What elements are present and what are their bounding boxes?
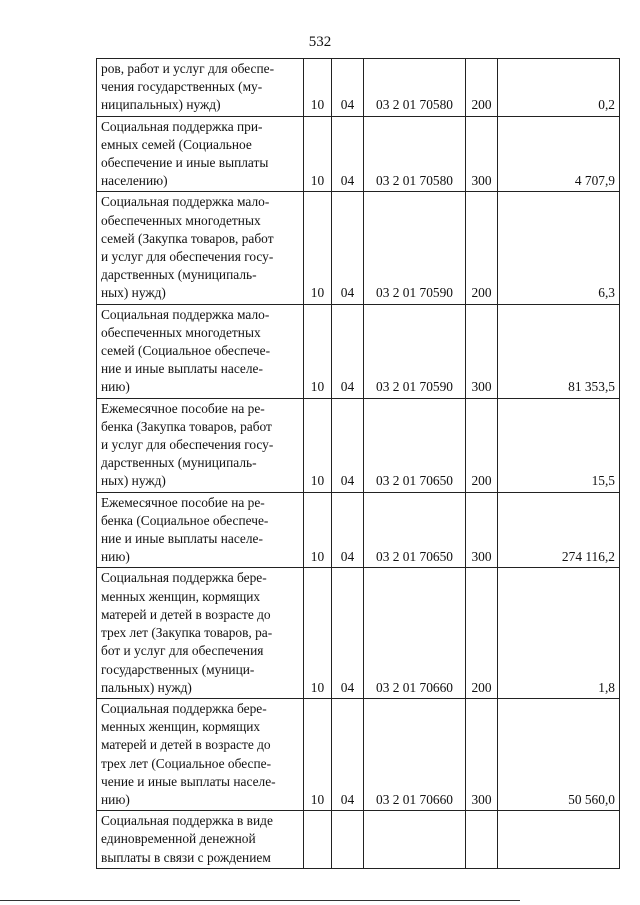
target-code-cell: 03 2 01 70660 [364, 568, 466, 698]
expense-name-line: нию) [101, 549, 130, 565]
expense-name-line: семей (Социальное обеспече- [101, 343, 271, 359]
expense-kind-cell: 200 [466, 192, 498, 304]
bottom-rule [0, 900, 520, 901]
expense-name-line: семей (Закупка товаров, работ [101, 230, 274, 246]
target-code-cell: 03 2 01 70580 [364, 59, 466, 117]
expense-name-cell [97, 192, 304, 304]
expense-name-line: менных женщин, кормящих [101, 719, 261, 735]
target-code-cell: 03 2 01 70660 [364, 698, 466, 810]
target-code-cell: 03 2 01 70650 [364, 492, 466, 568]
amount-cell: 0,2 [498, 59, 620, 117]
section-cell: 10 [304, 304, 332, 398]
expense-name-line: Социальная поддержка в виде [101, 813, 273, 829]
table-body [97, 59, 620, 869]
expense-name-line: ных) нужд) [101, 285, 166, 301]
table-row [97, 116, 620, 192]
expense-name-line: Ежемесячное пособие на ре- [101, 494, 265, 510]
subsection-cell: 04 [332, 192, 364, 304]
subsection-cell: 04 [332, 398, 364, 492]
expense-kind-cell [466, 811, 498, 869]
expense-name-line: емных семей (Социальное [101, 136, 252, 152]
expense-name-line: ных) нужд) [101, 473, 166, 489]
amount-cell: 1,8 [498, 568, 620, 698]
subsection-cell: 04 [332, 59, 364, 117]
expense-name-line: обеспечение и иные выплаты [101, 155, 269, 171]
expense-name-cell [97, 811, 304, 869]
expense-kind-cell: 200 [466, 568, 498, 698]
expense-kind-cell: 200 [466, 398, 498, 492]
subsection-cell: 04 [332, 304, 364, 398]
expense-name-line: Ежемесячное пособие на ре- [101, 400, 265, 416]
amount-cell [498, 811, 620, 869]
target-code-cell: 03 2 01 70590 [364, 192, 466, 304]
subsection-cell [332, 811, 364, 869]
expense-name-line: и услуг для обеспечения госу- [101, 249, 274, 265]
section-cell: 10 [304, 192, 332, 304]
expense-kind-cell: 200 [466, 59, 498, 117]
section-cell: 10 [304, 698, 332, 810]
table-row [97, 304, 620, 398]
target-code-cell: 03 2 01 70580 [364, 116, 466, 192]
expense-name-line: бенка (Закупка товаров, работ [101, 418, 272, 434]
target-code-cell [364, 811, 466, 869]
expense-name-line: ние и иные выплаты населе- [101, 361, 263, 377]
expense-name-line: матерей и детей в возрасте до [101, 606, 271, 622]
expense-name-line: матерей и детей в возрасте до [101, 737, 271, 753]
section-cell: 10 [304, 492, 332, 568]
expense-name-cell [97, 698, 304, 810]
expense-name-line: ниципальных) нужд) [101, 97, 221, 113]
table-row [97, 398, 620, 492]
expense-name-line: единовременной денежной [101, 831, 256, 847]
expense-name-line: обеспеченных многодетных [101, 212, 261, 228]
expense-name-cell [97, 59, 304, 117]
expense-name-line: ние и иные выплаты населе- [101, 531, 263, 547]
amount-cell: 274 116,2 [498, 492, 620, 568]
subsection-cell: 04 [332, 568, 364, 698]
expense-name-line: бенка (Социальное обеспече- [101, 512, 269, 528]
subsection-cell: 04 [332, 116, 364, 192]
expense-kind-cell: 300 [466, 698, 498, 810]
page-number: 532 [308, 34, 332, 50]
expense-name-line: Социальная поддержка бере- [101, 700, 267, 716]
expense-name-line: ров, работ и услуг для обеспе- [101, 61, 275, 76]
expense-name-line: Социальная поддержка при- [101, 118, 263, 134]
expense-name-line: выплаты в связи с рождением [101, 849, 271, 865]
expense-name-line: чения государственных (му- [101, 79, 263, 95]
expense-name-line: обеспеченных многодетных [101, 324, 261, 340]
target-code-cell: 03 2 01 70590 [364, 304, 466, 398]
table-row [97, 568, 620, 698]
expense-name-line: чение и иные выплаты населе- [101, 773, 276, 789]
expense-name-line: нию) [101, 379, 130, 395]
expense-name-line: Социальная поддержка мало- [101, 194, 270, 210]
amount-cell: 15,5 [498, 398, 620, 492]
expense-name-line: менных женщин, кормящих [101, 588, 261, 604]
expense-name-line: трех лет (Социальное обеспе- [101, 755, 272, 771]
expense-name-cell [97, 398, 304, 492]
table-row [97, 192, 620, 304]
amount-cell: 81 353,5 [498, 304, 620, 398]
target-code-cell: 03 2 01 70650 [364, 398, 466, 492]
expense-name-line: Социальная поддержка бере- [101, 570, 267, 586]
expense-name-line: трех лет (Закупка товаров, ра- [101, 625, 273, 641]
table-row [97, 492, 620, 568]
expense-name-line: бот и услуг для обеспечения [101, 643, 264, 659]
table-row [97, 698, 620, 810]
section-cell: 10 [304, 568, 332, 698]
amount-cell: 6,3 [498, 192, 620, 304]
table-row [97, 811, 620, 869]
section-cell [304, 811, 332, 869]
expense-name-line: дарственных (муниципаль- [101, 455, 257, 471]
expense-name-cell [97, 492, 304, 568]
expense-name-cell [97, 568, 304, 698]
expense-kind-cell: 300 [466, 116, 498, 192]
expense-name-cell [97, 116, 304, 192]
amount-cell: 50 560,0 [498, 698, 620, 810]
subsection-cell: 04 [332, 698, 364, 810]
subsection-cell: 04 [332, 492, 364, 568]
expense-name-cell [97, 304, 304, 398]
expense-kind-cell: 300 [466, 492, 498, 568]
expense-name-line: и услуг для обеспечения госу- [101, 437, 274, 453]
section-cell: 10 [304, 59, 332, 117]
table-row [97, 59, 620, 117]
section-cell: 10 [304, 116, 332, 192]
expense-name-line: пальных) нужд) [101, 679, 192, 695]
amount-cell: 4 707,9 [498, 116, 620, 192]
expense-name-line: нию) [101, 791, 130, 807]
budget-table [96, 58, 620, 869]
expense-name-line: Социальная поддержка мало- [101, 306, 270, 322]
expense-name-line: дарственных (муниципаль- [101, 267, 257, 283]
section-cell: 10 [304, 398, 332, 492]
expense-kind-cell: 300 [466, 304, 498, 398]
expense-name-line: государственных (муници- [101, 661, 255, 677]
expense-name-line: населению) [101, 173, 168, 189]
